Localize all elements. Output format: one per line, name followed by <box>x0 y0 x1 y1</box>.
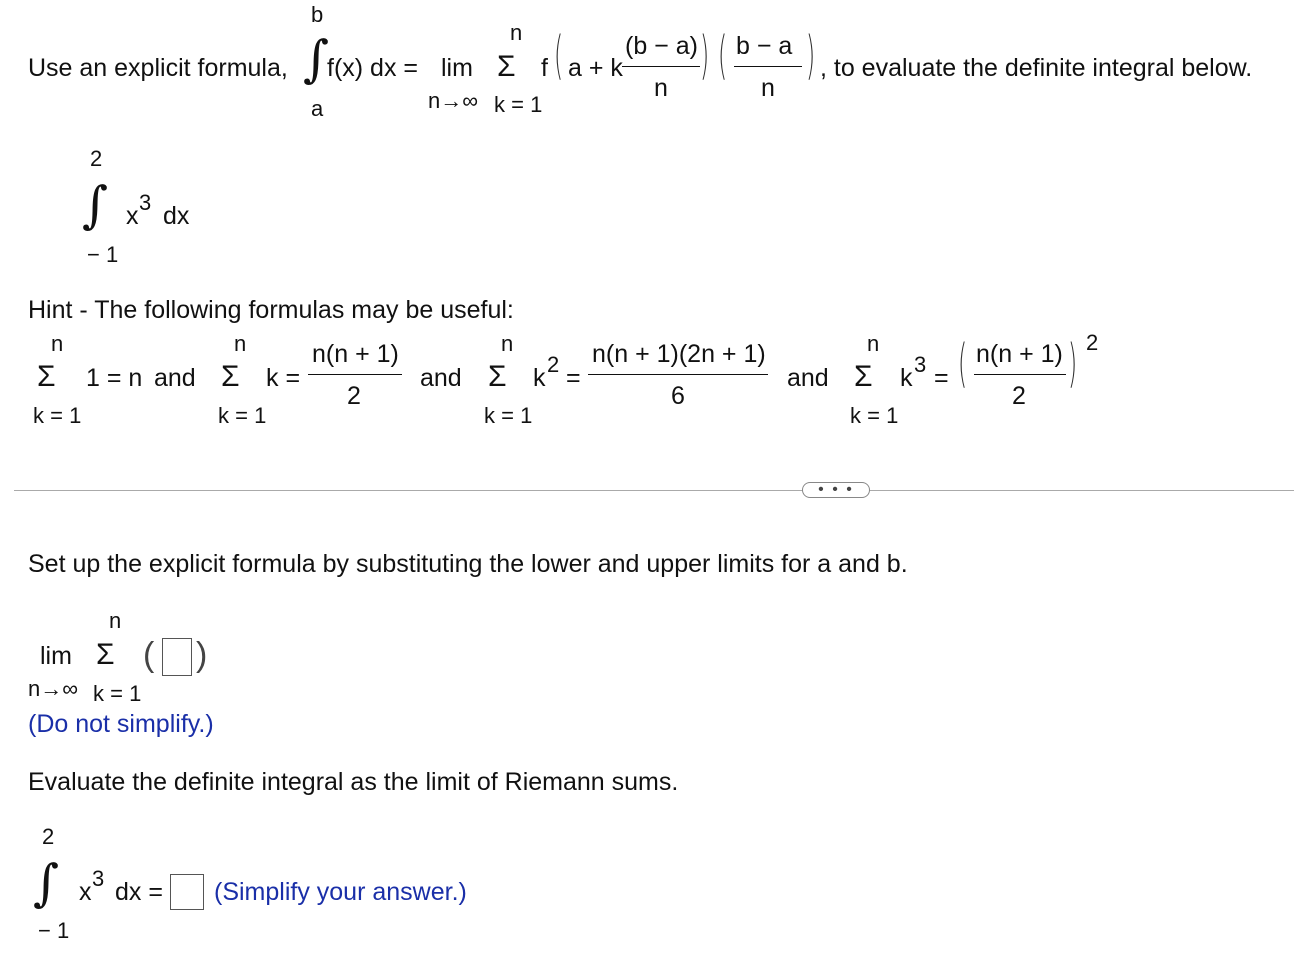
hint-formula-4-pow: 3 <box>914 352 927 377</box>
intro-sum-upper: n <box>510 20 523 45</box>
hint-formula-2-num: n(n + 1) <box>312 340 399 368</box>
integral-upper-limit: 2 <box>90 146 103 171</box>
hint-formula-2-den: 2 <box>347 382 361 410</box>
paren-left-icon: ( <box>718 26 728 86</box>
hint-sum-lower: k = 1 <box>850 403 899 428</box>
hint-formula-4-den: 2 <box>1012 382 1026 410</box>
integral-sign-icon: ∫ <box>33 854 60 912</box>
integral-sign-icon: ∫ <box>303 30 330 88</box>
step2-power: 3 <box>92 866 105 891</box>
hint-sum-lower: k = 1 <box>33 403 82 428</box>
intro-lim: lim <box>441 54 473 82</box>
hint-sum-upper: n <box>51 331 64 356</box>
fraction-bar <box>622 66 700 67</box>
intro-integral-upper: b <box>311 2 324 27</box>
step1-sum-upper: n <box>109 608 122 633</box>
intro-frac1-den: n <box>654 74 668 102</box>
integral-sign-icon: ∫ <box>82 176 109 234</box>
section-divider <box>14 490 1294 491</box>
integral-power: 3 <box>139 190 152 215</box>
intro-integral-lower: a <box>311 96 324 121</box>
sigma-icon: Σ <box>37 360 56 393</box>
more-button[interactable] <box>802 482 870 498</box>
intro-frac2-num: b − a <box>736 32 793 60</box>
sigma-icon: Σ <box>854 360 873 393</box>
integral-body: x <box>126 202 139 230</box>
paren-right-icon: ) <box>806 26 816 86</box>
step2-note: (Simplify your answer.) <box>214 878 467 906</box>
integral-dx: dx <box>163 202 190 230</box>
hint-formula-3-eq: = <box>566 364 581 392</box>
fraction-bar <box>974 374 1066 375</box>
step1-lim: lim <box>40 642 72 670</box>
hint-formula-4-outer-pow: 2 <box>1086 330 1099 355</box>
paren-left-icon: ( <box>554 26 564 86</box>
step1-instruction: Set up the explicit formula by substituting the lower and upper limits for a and b. <box>28 550 908 578</box>
hint-title: Hint - The following formulas may be useful: <box>28 296 514 324</box>
intro-f: f <box>541 54 548 82</box>
sigma-icon: Σ <box>488 360 507 393</box>
hint-formula-3-den: 6 <box>671 382 685 410</box>
sigma-icon: Σ <box>497 50 516 83</box>
hint-sum-lower: k = 1 <box>484 403 533 428</box>
hint-formula-4-eq: = <box>934 364 949 392</box>
paren-right-icon: ) <box>196 636 208 674</box>
intro-a-plus-k: a + k <box>568 54 623 82</box>
sigma-icon: Σ <box>221 360 240 393</box>
intro-integral-body: f(x) dx = <box>327 54 418 82</box>
intro-sum-lower: k = 1 <box>494 92 543 117</box>
hint-sum-upper: n <box>867 331 880 356</box>
intro-lim-sub: n→∞ <box>428 88 478 113</box>
step2-upper-limit: 2 <box>42 824 55 849</box>
hint-formula-4-num: n(n + 1) <box>976 340 1063 368</box>
intro-frac1-num: (b − a) <box>625 32 698 60</box>
intro-frac2-den: n <box>761 74 775 102</box>
hint-sum-lower: k = 1 <box>218 403 267 428</box>
hint-formula-2-lhs: k = <box>266 364 301 392</box>
integral-answer-input[interactable] <box>170 874 204 910</box>
paren-left-icon: ( <box>143 636 155 674</box>
hint-formula-3-num: n(n + 1)(2n + 1) <box>592 340 766 368</box>
hint-formula-1: 1 = n <box>86 364 143 392</box>
hint-formula-3-pow: 2 <box>547 352 560 377</box>
fraction-bar <box>734 66 802 67</box>
hint-sum-upper: n <box>501 331 514 356</box>
hint-formula-3-lhs: k <box>533 364 546 392</box>
paren-left-icon: ( <box>958 334 968 394</box>
step2-instruction: Evaluate the definite integral as the limit of Riemann sums. <box>28 768 679 796</box>
paren-right-icon: ) <box>700 26 710 86</box>
step1-lim-sub: n→∞ <box>28 676 78 701</box>
hint-sum-upper: n <box>234 331 247 356</box>
hint-and: and <box>787 364 829 392</box>
intro-suffix: , to evaluate the definite integral below. <box>820 54 1253 82</box>
step2-body: x <box>79 878 92 906</box>
fraction-bar <box>308 374 402 375</box>
summand-answer-input[interactable] <box>162 638 192 676</box>
hint-and: and <box>420 364 462 392</box>
fraction-bar <box>588 374 768 375</box>
step1-sum-lower: k = 1 <box>93 681 142 706</box>
hint-formula-4-lhs: k <box>900 364 913 392</box>
ellipsis-icon: • • • <box>818 481 854 498</box>
sigma-icon: Σ <box>96 638 115 671</box>
step2-dx: dx = <box>115 878 163 906</box>
step1-note: (Do not simplify.) <box>28 710 214 738</box>
step2-lower-limit: − 1 <box>38 918 70 943</box>
intro-prefix: Use an explicit formula, <box>28 54 288 82</box>
hint-and: and <box>154 364 196 392</box>
paren-right-icon: ) <box>1068 334 1078 394</box>
integral-lower-limit: − 1 <box>87 242 119 267</box>
